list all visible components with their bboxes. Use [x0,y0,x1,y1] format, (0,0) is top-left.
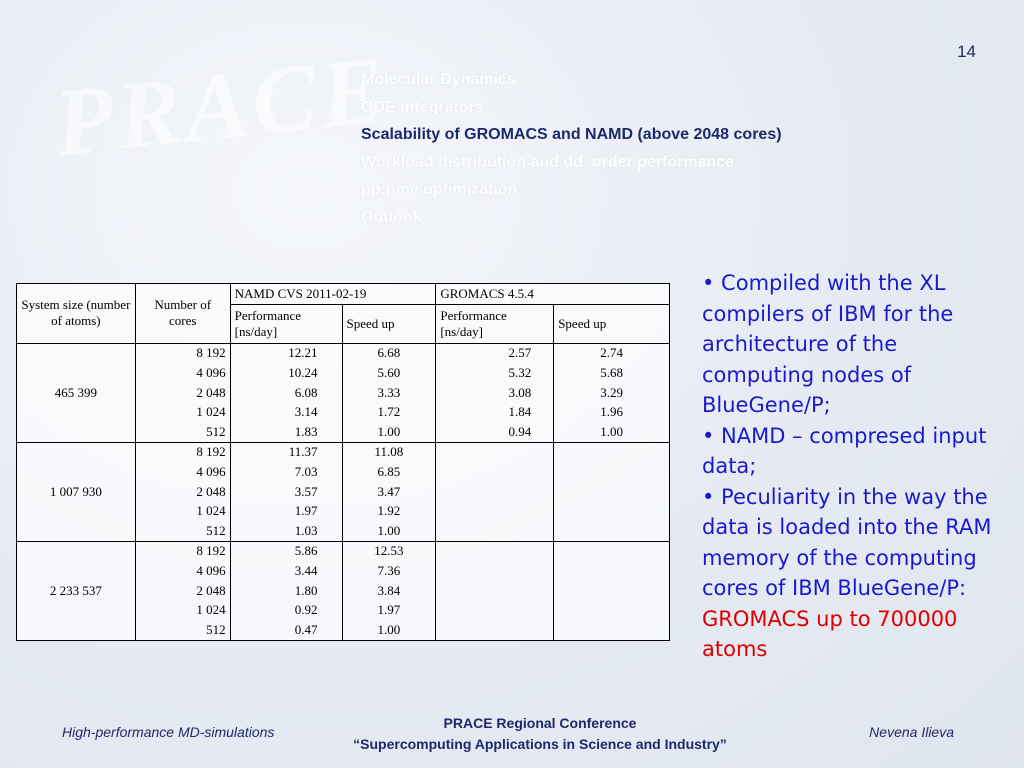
gromacs-speedup-cell: 2.74 [554,343,670,363]
namd-speedup-cell: 3.84 [342,581,436,601]
namd-performance-cell: 0.92 [230,600,342,620]
namd-performance-cell: 10.24 [230,363,342,383]
gromacs-speedup-cell [554,600,670,620]
gromacs-performance-cell [436,581,554,601]
namd-speedup-cell: 3.47 [342,482,436,502]
gromacs-speedup-cell [554,482,670,502]
namd-speedup-cell: 1.72 [342,402,436,422]
footer-author: Nevena Ilieva [869,724,954,740]
namd-speedup-cell: 1.00 [342,521,436,541]
namd-performance-cell: 5.86 [230,541,342,561]
bullet-highlight: GROMACS up to 700000 atoms [702,606,958,661]
table-header-row [17,284,670,305]
bullet-item [702,268,1002,421]
system-size-cell: 1 007 930 [17,442,136,541]
cores-cell: 8 192 [135,343,230,363]
footer-conference-subtitle: “Supercomputing Applications in Science and Industry” [353,736,727,752]
cores-cell: 8 192 [135,541,230,561]
gromacs-speedup-cell: 3.29 [554,383,670,403]
gromacs-performance-cell [436,561,554,581]
namd-performance-cell: 3.44 [230,561,342,581]
cores-cell: 4 096 [135,561,230,581]
namd-performance-cell: 1.80 [230,581,342,601]
gromacs-speedup-cell: 1.00 [554,422,670,442]
namd-speedup-cell: 7.36 [342,561,436,581]
table-row [17,442,670,462]
agenda-item: Molecular Dynamics [361,71,516,88]
gromacs-performance-cell [436,482,554,502]
table-row [17,343,670,363]
agenda-item: Outlook [361,208,422,226]
cores-cell: 8 192 [135,442,230,462]
gromacs-speedup-cell [554,541,670,561]
namd-speedup-cell: 6.68 [342,343,436,363]
prace-watermark-logo: PRACE [49,34,394,177]
cores-cell: 1 024 [135,600,230,620]
cores-cell: 2 048 [135,581,230,601]
namd-performance-cell: 0.47 [230,620,342,640]
cores-cell: 512 [135,620,230,640]
cores-cell: 512 [135,521,230,541]
gromacs-performance-cell: 1.84 [436,402,554,422]
header-namd: NAMD CVS 2011-02-19 [230,284,436,305]
agenda-item: pp:pme optimization [361,181,518,198]
cores-cell: 1 024 [135,402,230,422]
gromacs-speedup-cell: 1.96 [554,402,670,422]
cores-cell: 512 [135,422,230,442]
cores-cell: 2 048 [135,482,230,502]
notes-bullets [702,268,1002,665]
namd-performance-cell: 12.21 [230,343,342,363]
gromacs-speedup-cell [554,501,670,521]
gromacs-performance-cell: 2.57 [436,343,554,363]
bullet-item [702,482,1002,665]
namd-speedup-cell: 1.00 [342,422,436,442]
gromacs-performance-cell [436,600,554,620]
namd-performance-cell: 1.03 [230,521,342,541]
agenda-list [361,66,782,231]
namd-speedup-cell: 3.33 [342,383,436,403]
gromacs-performance-cell: 5.32 [436,363,554,383]
footer-conference: PRACE Regional Conference [443,715,637,731]
cores-cell: 4 096 [135,462,230,482]
namd-performance-cell: 1.97 [230,501,342,521]
agenda-item: Scalability of GROMACS and NAMD (above 2048 cores) [361,126,782,143]
benchmark-table [16,283,670,641]
gromacs-speedup-cell [554,462,670,482]
gromacs-performance-cell [436,541,554,561]
namd-speedup-cell: 1.00 [342,620,436,640]
gromacs-performance-cell [436,442,554,462]
namd-speedup-cell: 11.08 [342,442,436,462]
gromacs-speedup-cell [554,442,670,462]
footer-left-text: High-performance MD-simulations [62,724,275,740]
gromacs-speedup-cell [554,581,670,601]
namd-performance-cell: 3.57 [230,482,342,502]
bullet-item [702,421,1002,482]
namd-performance-cell: 11.37 [230,442,342,462]
bullet-text: • Compiled with the XL compilers of IBM for the architecture of the computing nodes of BlueGene/P; [702,271,954,417]
gromacs-performance-cell: 0.94 [436,422,554,442]
namd-speedup-cell: 5.60 [342,363,436,383]
namd-performance-cell: 1.83 [230,422,342,442]
gromacs-speedup-cell [554,521,670,541]
header-gromacs-performance: Performance [ns/day] [436,304,554,343]
system-size-cell: 2 233 537 [17,541,136,640]
gromacs-speedup-cell [554,561,670,581]
cores-cell: 4 096 [135,363,230,383]
cores-cell: 2 048 [135,383,230,403]
header-namd-speedup: Speed up [342,304,436,343]
namd-speedup-cell: 12.53 [342,541,436,561]
gromacs-performance-cell [436,501,554,521]
bullet-text: • Peculiarity in the way the data is loaded into the RAM memory of the computing cores of IBM BlueGene/P: [702,484,992,600]
namd-performance-cell: 7.03 [230,462,342,482]
header-gromacs: GROMACS 4.5.4 [436,284,670,305]
header-cores: Number of cores [135,284,230,344]
table-row [17,541,670,561]
footer-center-text [330,713,750,755]
cores-cell: 1 024 [135,501,230,521]
header-namd-performance: Performance [ns/day] [230,304,342,343]
agenda-item: Workload distribution and dd_order performance [361,153,735,171]
bullet-text: • NAMD – compresed input data; [702,423,987,478]
gromacs-performance-cell [436,521,554,541]
namd-speedup-cell: 6.85 [342,462,436,482]
gromacs-speedup-cell [554,620,670,640]
gromacs-speedup-cell: 5.68 [554,363,670,383]
namd-performance-cell: 3.14 [230,402,342,422]
agenda-item: ODE Integrators [361,98,484,116]
gromacs-performance-cell [436,462,554,482]
namd-speedup-cell: 1.97 [342,600,436,620]
gromacs-performance-cell: 3.08 [436,383,554,403]
header-gromacs-speedup: Speed up [554,304,670,343]
gromacs-performance-cell [436,620,554,640]
slide-number: 14 [957,42,976,61]
namd-speedup-cell: 1.92 [342,501,436,521]
header-system-size: System size (number of atoms) [17,284,136,344]
system-size-cell: 465 399 [17,343,136,442]
namd-performance-cell: 6.08 [230,383,342,403]
